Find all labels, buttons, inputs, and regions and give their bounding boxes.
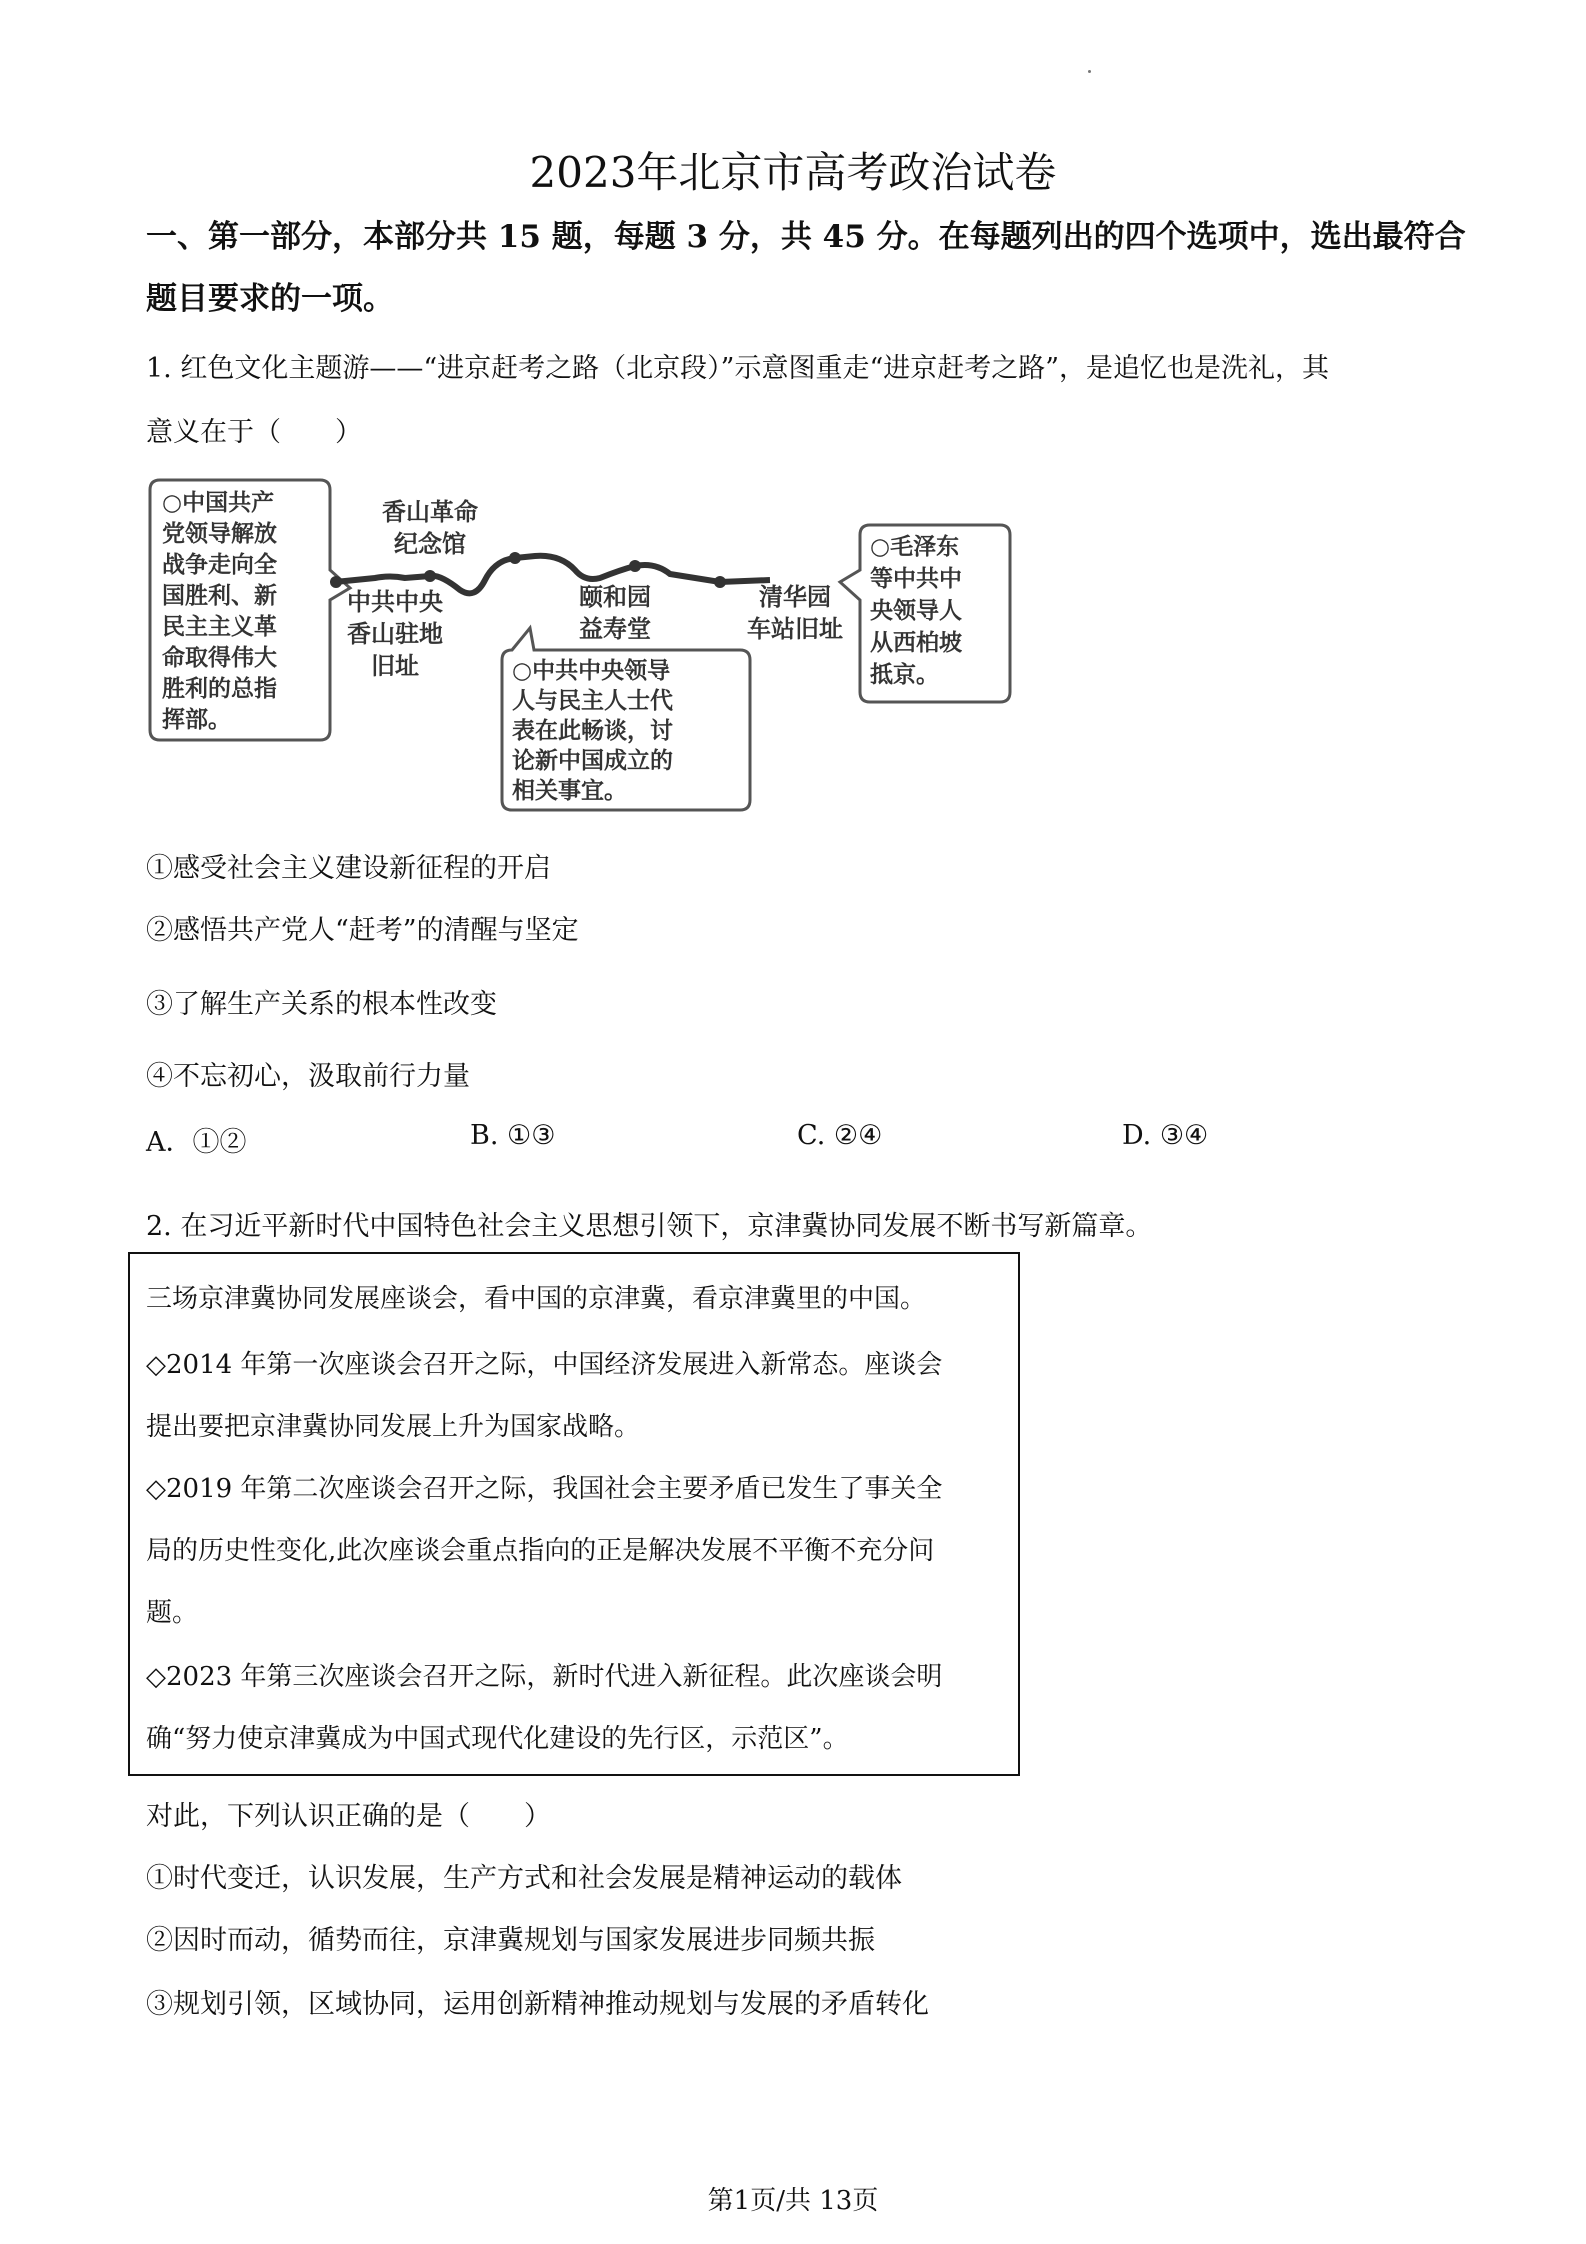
route-diagram xyxy=(140,470,1040,820)
diagram-text-line: 民主主义革 xyxy=(162,613,277,640)
stop-dot xyxy=(714,576,726,588)
q1-option-3: ③了解生产关系的根本性改变 xyxy=(146,989,497,1020)
stop2-label xyxy=(347,587,443,680)
left-callout xyxy=(150,480,350,740)
diagram-text-line: 挥部。 xyxy=(162,706,231,733)
q2-box-line: ◇2019 年第二次座谈会召开之际，我国社会主要矛盾已发生了事关全 xyxy=(146,1474,943,1504)
q2-box-line: ◇2014 年第一次座谈会召开之际，中国经济发展进入新常态。座谈会 xyxy=(146,1350,943,1380)
stop-dot xyxy=(424,570,436,582)
diagram-text-line: 相关事宜。 xyxy=(512,777,627,804)
q1-choice-c: C. ②④ xyxy=(797,1120,883,1151)
section-header-line2: 题目要求的一项。 xyxy=(146,281,394,317)
q2-box-line: 提出要把京津冀协同发展上升为国家战略。 xyxy=(146,1412,641,1442)
diagram-text-line: 国胜利、新 xyxy=(162,582,277,609)
diagram-text-line: 益寿堂 xyxy=(579,614,651,643)
diagram-text-line: 胜利的总指 xyxy=(162,675,277,702)
q2-box-line: 题。 xyxy=(146,1598,199,1628)
stop1-label xyxy=(382,497,478,558)
diagram-text-line: 论新中国成立的 xyxy=(512,747,673,774)
diagram-text-line: 清华园 xyxy=(759,582,831,611)
diagram-text-line: 旧址 xyxy=(371,651,419,680)
diagram-text-line: ○毛泽东 xyxy=(870,533,960,560)
diagram-text-line: 从西柏坡 xyxy=(870,629,962,656)
diagram-text-line: ○中国共产 xyxy=(162,489,275,516)
diagram-text-line: 党领导解放 xyxy=(162,520,277,547)
section-header-line1: 一、第一部分，本部分共 15 题，每题 3 分，共 45 分。在每题列出的四个选项中，选出最符合 xyxy=(146,219,1466,255)
diagram-text-line: ○中共中央领导 xyxy=(512,657,671,684)
diagram-text-line: 抵京。 xyxy=(870,661,939,688)
q2-box-line: 局的历史性变化,此次座谈会重点指向的正是解决发展不平衡不充分问 xyxy=(146,1536,935,1566)
diagram-text-line: 车站旧址 xyxy=(747,614,843,643)
q2-box-line: 确“努力使京津冀成为中国式现代化建设的先行区，示范区”。 xyxy=(146,1724,849,1754)
q2-stem: 2. 在习近平新时代中国特色社会主义思想引领下，京津冀协同发展不断书写新篇章。 xyxy=(146,1211,1153,1242)
right-callout xyxy=(840,525,1010,702)
q1-option-2: ②感悟共产党人“赶考”的清醒与坚定 xyxy=(146,915,579,946)
q2-question: 对此，下列认识正确的是（ ） xyxy=(146,1801,551,1832)
q1-choice-a: A．①② xyxy=(146,1127,247,1158)
stop4-label xyxy=(747,582,843,643)
stop-dot xyxy=(509,552,521,564)
q1-choice-d: D. ③④ xyxy=(1122,1120,1209,1151)
diagram-text-line: 战争走向全 xyxy=(162,551,277,578)
stop-dot xyxy=(330,576,342,588)
q1-stem-line2: 意义在于（ ） xyxy=(146,417,362,448)
diagram-text-line: 央领导人 xyxy=(870,597,962,624)
diagram-text-line: 香山革命 xyxy=(382,497,478,526)
q1-choice-b: B. ①③ xyxy=(470,1120,556,1151)
diagram-text-line: 等中共中 xyxy=(870,565,962,592)
q2-box-line: ◇2023 年第三次座谈会召开之际，新时代进入新征程。此次座谈会明 xyxy=(146,1662,943,1692)
q2-material-box xyxy=(128,1252,1020,1776)
page-footer: 第1页/共 13页 xyxy=(707,2186,879,2216)
diagram-text-line: 表在此畅谈，讨 xyxy=(512,717,673,744)
q2-option-2: ②因时而动，循势而往，京津冀规划与国家发展进步同频共振 xyxy=(146,1925,875,1956)
diagram-text-line: 颐和园 xyxy=(579,582,651,611)
q1-stem-line1: 1. 红色文化主题游——“进京赶考之路（北京段）”示意图重走“进京赶考之路”，是追忆也是洗礼，其 xyxy=(146,353,1330,384)
diagram-text-line: 人与民主人士代 xyxy=(512,687,673,714)
diagram-text-line: 中共中央 xyxy=(347,587,443,616)
diagram-text-line: 香山驻地 xyxy=(347,619,443,648)
q2-box-line: 三场京津冀协同发展座谈会，看中国的京津冀，看京津冀里的中国。 xyxy=(146,1284,927,1314)
diagram-text-line: 命取得伟大 xyxy=(162,644,277,671)
q2-option-3: ③规划引领，区域协同，运用创新精神推动规划与发展的矛盾转化 xyxy=(146,1989,929,2020)
page-title: 2023年北京市高考政治试卷 xyxy=(529,148,1057,197)
q2-option-1: ①时代变迁，认识发展，生产方式和社会发展是精神运动的载体 xyxy=(146,1863,902,1894)
diagram-text-line: 纪念馆 xyxy=(394,529,466,558)
q1-option-1: ①感受社会主义建设新征程的开启 xyxy=(146,853,551,884)
q1-option-4: ④不忘初心，汲取前行力量 xyxy=(146,1061,470,1092)
stop3-label xyxy=(579,582,651,643)
stop-dot xyxy=(629,560,641,572)
middle-callout xyxy=(502,628,750,810)
